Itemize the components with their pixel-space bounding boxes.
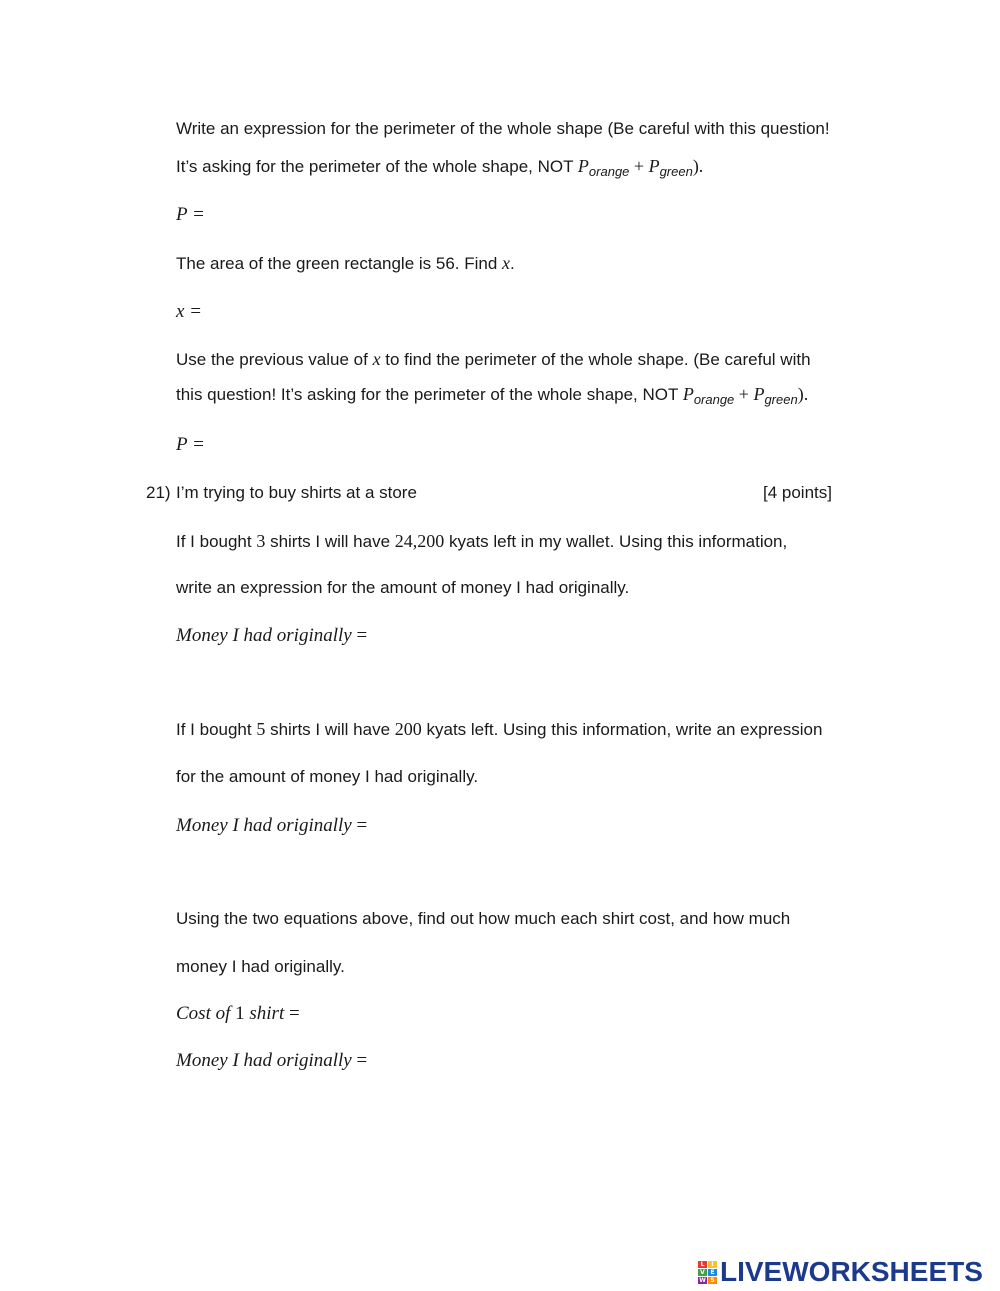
scenario3-line1: Using the two equations above, find out how much each shirt cost, and how much [176,909,791,928]
logo-tile: W [699,1276,706,1284]
liveworksheets-logo [698,1257,983,1287]
question-text-perimeter-line2: It’s asking for the perimeter of the whole shape, NOT $P_{orange} + P_{green}$). [176,156,704,179]
logo-icon [698,1261,717,1284]
scenario3-line2: money I had originally. [176,957,345,976]
logo-tile: L [698,1261,707,1268]
logo-tile: V [698,1269,707,1276]
logo-tile: I [708,1261,717,1268]
scenario2-line1: If I bought 5 shirts I will have 200 kyats left. Using this information, write an expression [176,719,823,739]
scenario2-answer-label: Money I had originally = [176,815,368,836]
perimeter-answer-label: P = [176,204,205,225]
money-answer-label: Money I had originally = [176,1050,368,1071]
logo-text: LIVEWORKSHEETS [720,1256,983,1287]
scenario1-line1: If I bought 3 shirts I will have 24,200 kyats left in my wallet. Using this information, [176,531,788,551]
x-answer-label: x = [176,301,203,322]
logo-tile: E [708,1269,717,1276]
question-number: 21) [146,483,171,502]
question-text-area: The area of the green rectangle is 56. Find x. [176,253,515,273]
question-text-perimeter-line1: Write an expression for the perimeter of the whole shape (Be careful with this question! [176,119,830,138]
points-label: [4 points] [763,483,832,502]
logo-tile: S [708,1277,717,1284]
question-title: I’m trying to buy shirts at a store [176,483,417,502]
scenario1-line2: write an expression for the amount of money I had originally. [176,578,630,597]
cost-answer-label: Cost of 1 shirt = [176,1003,300,1024]
question-text-previous-x-line1: Use the previous value of x to find the perimeter of the whole shape. (Be careful with [176,349,811,369]
scenario2-line2: for the amount of money I had originally. [176,767,479,786]
question-text-previous-x-line2: this question! It’s asking for the perimeter of the whole shape, NOT $P_{orange} + P_{green}$). [176,384,809,407]
scenario1-answer-label: Money I had originally = [176,625,368,646]
perimeter-answer-label-2: P = [176,434,205,455]
